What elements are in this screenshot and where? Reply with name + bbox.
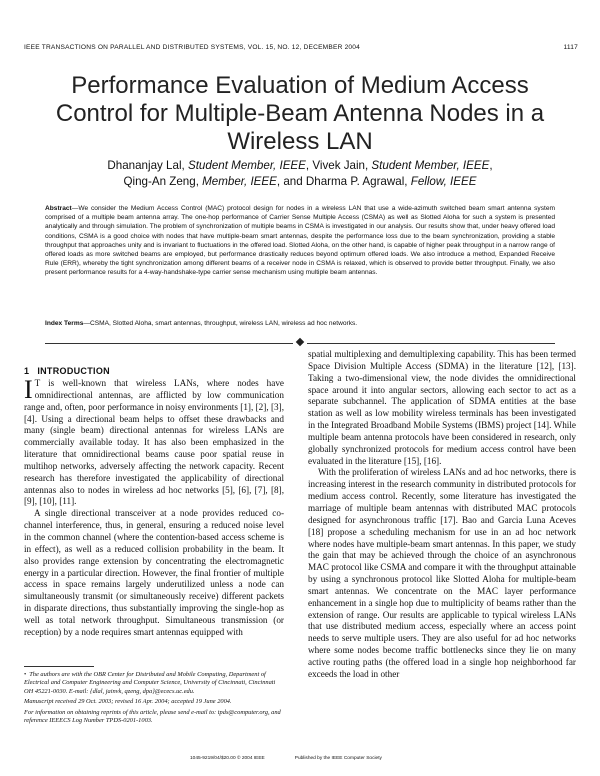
page-number: 1117 bbox=[563, 44, 578, 51]
page-footer bbox=[190, 756, 412, 761]
index-terms-text: —CSMA, Slotted Aloha, smart antennas, throughput, wireless LAN, wireless ad hoc networks. bbox=[83, 320, 358, 327]
divider-line-left bbox=[45, 343, 293, 344]
paragraph-text: T is well-known that wireless LANs, where nodes have omnidirectional antennas, are afflicted by low communication range and, often, poor performance in noisy environments [1], [2], [3], [4]. Using a directional beam helps to offset these drawbacks and many (single beam) directional antennas for wireless LANs are commercially available today. It has also been emphasized in the literature that omnidirectional beams cause poor spatial reuse in multihop networks, adversely affecting the network capacity. Recent research has therefore investigated the applicability of directional antennas also to nodes in wireless ad hoc networks [5], [6], [7], [8], [9], [10], [11]. bbox=[24, 378, 284, 507]
author-affiliation: Member, IEEE bbox=[202, 175, 277, 188]
abstract-label: Abstract bbox=[45, 205, 72, 212]
footer-issn: 1045-9219/04/$20.00 © 2004 IEEE bbox=[190, 756, 265, 761]
body-column-right bbox=[308, 349, 576, 681]
footnotes bbox=[24, 671, 284, 727]
author-list bbox=[60, 158, 540, 190]
author-affiliation: Student Member, IEEE bbox=[371, 159, 490, 172]
footnote-reprints: For information on obtaining reprints of this article, please send e-mail to: tpds@computer.org, and reference IEEECS Log Number TPDS-0201-1003. bbox=[24, 708, 281, 725]
section-number: 1 bbox=[24, 366, 30, 376]
drop-cap: I bbox=[24, 375, 33, 404]
paragraph: spatial multiplexing and demultiplexing capability. This has been termed Space Division Multiple Access (SDMA) in the literature [12], [13]. Taking a two-dimensional view, the node divides the omnidirectional space around it into angular sectors, allowing each sector to act as a separate subchannel. The application of SDMA entities at the base station as well as low mobility wireless terminals has been investigated in the Integrated Broadband Mobile Systems (IBMS) project [14]. While multiple beam antenna protocols have been considered in research, only globally synchronized protocols for medium access control have been evaluated in the literature [15], [16]. bbox=[308, 349, 576, 466]
divider-line-right bbox=[307, 343, 555, 344]
author-name: Dhananjay Lal, bbox=[107, 159, 188, 172]
diamond-icon bbox=[296, 338, 304, 346]
paper-title: Performance Evaluation of Medium Access Control for Multiple-Beam Antenna Nodes in a Wireless LAN bbox=[55, 72, 545, 155]
author-name: , and Dharma P. Agrawal, bbox=[276, 175, 411, 188]
section-heading bbox=[24, 366, 110, 376]
author-affiliation: Student Member, IEEE bbox=[187, 159, 306, 172]
author-affiliation: Fellow, IEEE bbox=[410, 175, 477, 188]
section-divider bbox=[45, 339, 555, 349]
bullet-icon: • bbox=[24, 671, 27, 678]
body-column-left bbox=[24, 375, 284, 639]
section-title-rest: NTRODUCTION bbox=[40, 366, 110, 376]
footer-publisher: Published by the IEEE Computer Society bbox=[294, 756, 382, 761]
author-separator: , bbox=[489, 159, 493, 172]
author-name: , Vivek Jain, bbox=[305, 159, 372, 172]
footnote-rule bbox=[24, 666, 94, 667]
journal-header: IEEE TRANSACTIONS ON PARALLEL AND DISTRIBUTED SYSTEMS, VOL. 15, NO. 12, DECEMBER 2004 bbox=[24, 44, 361, 51]
abstract-text: —We consider the Medium Access Control (MAC) protocol design for nodes in a wireless LAN that use a wide-azimuth switched beam smart antenna system comprised of a multiple beam antenna array. The one-hop performance of Carrier Sense Multiple Access (CSMA) as well as Slotted Aloha for such a system is presented analytically and through simulation. The problem of synchronization of multiple beams in CSMA is investigated in our analysis. Our results show that, under heavy offered load conditions, CSMA is a good choice with nodes that have multiple-beam smart antennas, despite the performance loss due to the beam synchronization, providing a stable throughput that approaches unity and is invariant to fluctuations in the offered load. Slotted Aloha, on the other hand, is capable of higher peak throughput in a narrow range of offered loads as more switched beams are employed, but performance drastically reduces beyond optimum offered loads. We also introduce a method, Expanded Receive Rule (ERR), whereby the tight synchronization among different beams of a receiver node in CSMA is relaxed, which is observed to provide better throughput. Finally, we also present performance results for a 4-way-handshake-type carrier sense mechanism using multiple beam antennas. bbox=[45, 205, 555, 277]
footnote-manuscript: Manuscript received 29 Oct. 2003; revised 16 Apr. 2004; accepted 19 June 2004. bbox=[24, 698, 232, 706]
section-title-initial: I bbox=[37, 366, 41, 376]
index-terms bbox=[45, 319, 555, 328]
footnote-text: The authors are with the OBR Center for Distributed and Mobile Computing, Department of Electrical and Computer Engineering and Computer Science, University of Cincinnati, Cincinnati OH 45221-0030. E-mail: {dlal, jainvk, qzeng, dpa}@ececs.uc.edu. bbox=[24, 671, 276, 695]
paragraph: With the proliferation of wireless LANs and ad hoc networks, there is increasing interest in the research community in distributed protocols for medium access control. Recently, some literature has investigated the marriage of multiple beam antennas with distributed MAC protocols designed for asynchronous traffic [17]. Bao and Garcia Luna Aceves [18] propose a scheduling mechanism for use in an ad hoc network where nodes have multiple-beam smart antennas. In this paper, we study the gain that may be achieved through the choice of an asynchronous MAC protocol like CSMA and compare it with the throughput attainable by using a synchronous protocol like Slotted Aloha for multiple-beam smart antennas. We concentrate on the MAC layer performance enhancement in a single hop due to multiplicity of beams rather than the extension of range. Our results are applicable to typical wireless LANs that use distributed medium access, especially where an access point needs to serve multiple users. They are also useful for ad hoc networks where some nodes become traffic bottlenecks since they lie on many active routing paths (the offered load in a single hop neighborhood far exceeds the load in other bbox=[308, 467, 576, 679]
footnote-affiliation bbox=[24, 671, 284, 696]
paragraph: A single directional transceiver at a node provides reduced co-channel interference, thus, in general, ensuring a reduced noise level in the common channel (where the contention-based access scheme is in effect), as well as a reduced collision probability in the beam. It also provides range extension by concentrating the electromagnetic energy in a particular direction. However, the final frontier of multiple access in space remains largely underutilized unless a node can simultaneously transmit (or simultaneously receive) different packets in disparate directions, thus substantially improving the single-hop as well as total network throughput. Simultaneous transmission (or reception) by a node requires smart antennas equipped with bbox=[24, 508, 284, 637]
index-terms-label: Index Terms bbox=[45, 320, 84, 327]
paragraph bbox=[24, 375, 284, 508]
author-name: Qing-An Zeng, bbox=[123, 175, 203, 188]
abstract bbox=[45, 204, 555, 278]
